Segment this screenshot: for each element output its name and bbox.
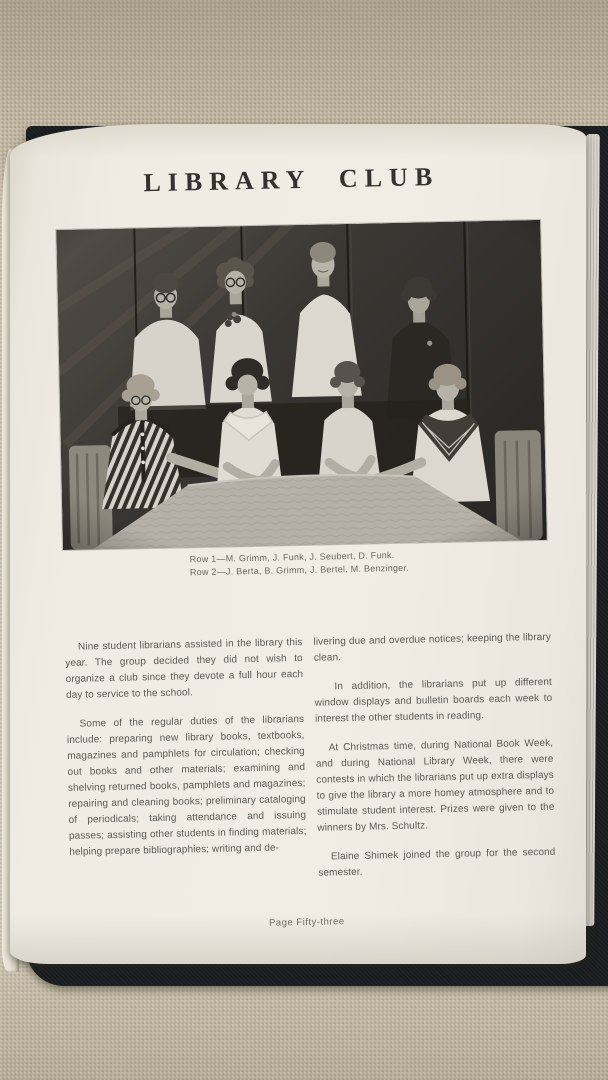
paragraph: At Christmas time, during National Book Week, and during National Library Week, there were contests in which the librarians put up extra displays to give the library a more homey atmosphere and to stimulate student interest. Prizes were given to the winners by Mrs. Schultz. <box>315 737 555 834</box>
right-column <box>313 630 556 895</box>
paragraph: Elaine Shimek joined the group for the second semester. <box>318 846 556 879</box>
left-column <box>65 635 308 900</box>
paragraph: Nine student librarians assisted in the library this year. The group decided they did not wish to organize a club since they devote a full hour each day to service to the school. <box>65 636 304 701</box>
paragraph: Some of the regular duties of the librarians include: preparing new library books, textbooks, magazines and pamphlets for circulation; checking out books and other materials; examining and shelving returned books, pamphlets and magazines; repairing and cleaning books; preliminary cataloging of periodicals; taking attendance and issuing passes; assisting other students in finding materials; helping prepare bibliographies; writing and de- <box>66 713 307 858</box>
page-title: LIBRARY CLUB <box>143 162 440 198</box>
body-text-columns <box>65 630 556 900</box>
yearbook-page <box>10 124 586 964</box>
club-group-photo <box>56 220 547 550</box>
group-photo-illustration <box>56 220 547 550</box>
page-content <box>2 117 595 969</box>
paragraph: In addition, the librarians put up different window displays and bulletin boards each week to interest the other students in reading. <box>314 676 553 725</box>
photo-caption <box>11 545 587 582</box>
caption-row-2: Row 2—J. Berta, B. Grimm, J. Bertel, M. Benzinger. <box>189 562 410 577</box>
photo-vignette <box>56 220 547 550</box>
page-number: Page Fifty-three <box>268 916 345 929</box>
paragraph: livering due and overdue notices; keeping the library clean. <box>313 631 552 664</box>
caption-row-1: Row 1—M. Grimm, J. Funk, J. Seubert, D. Funk. <box>189 550 395 565</box>
